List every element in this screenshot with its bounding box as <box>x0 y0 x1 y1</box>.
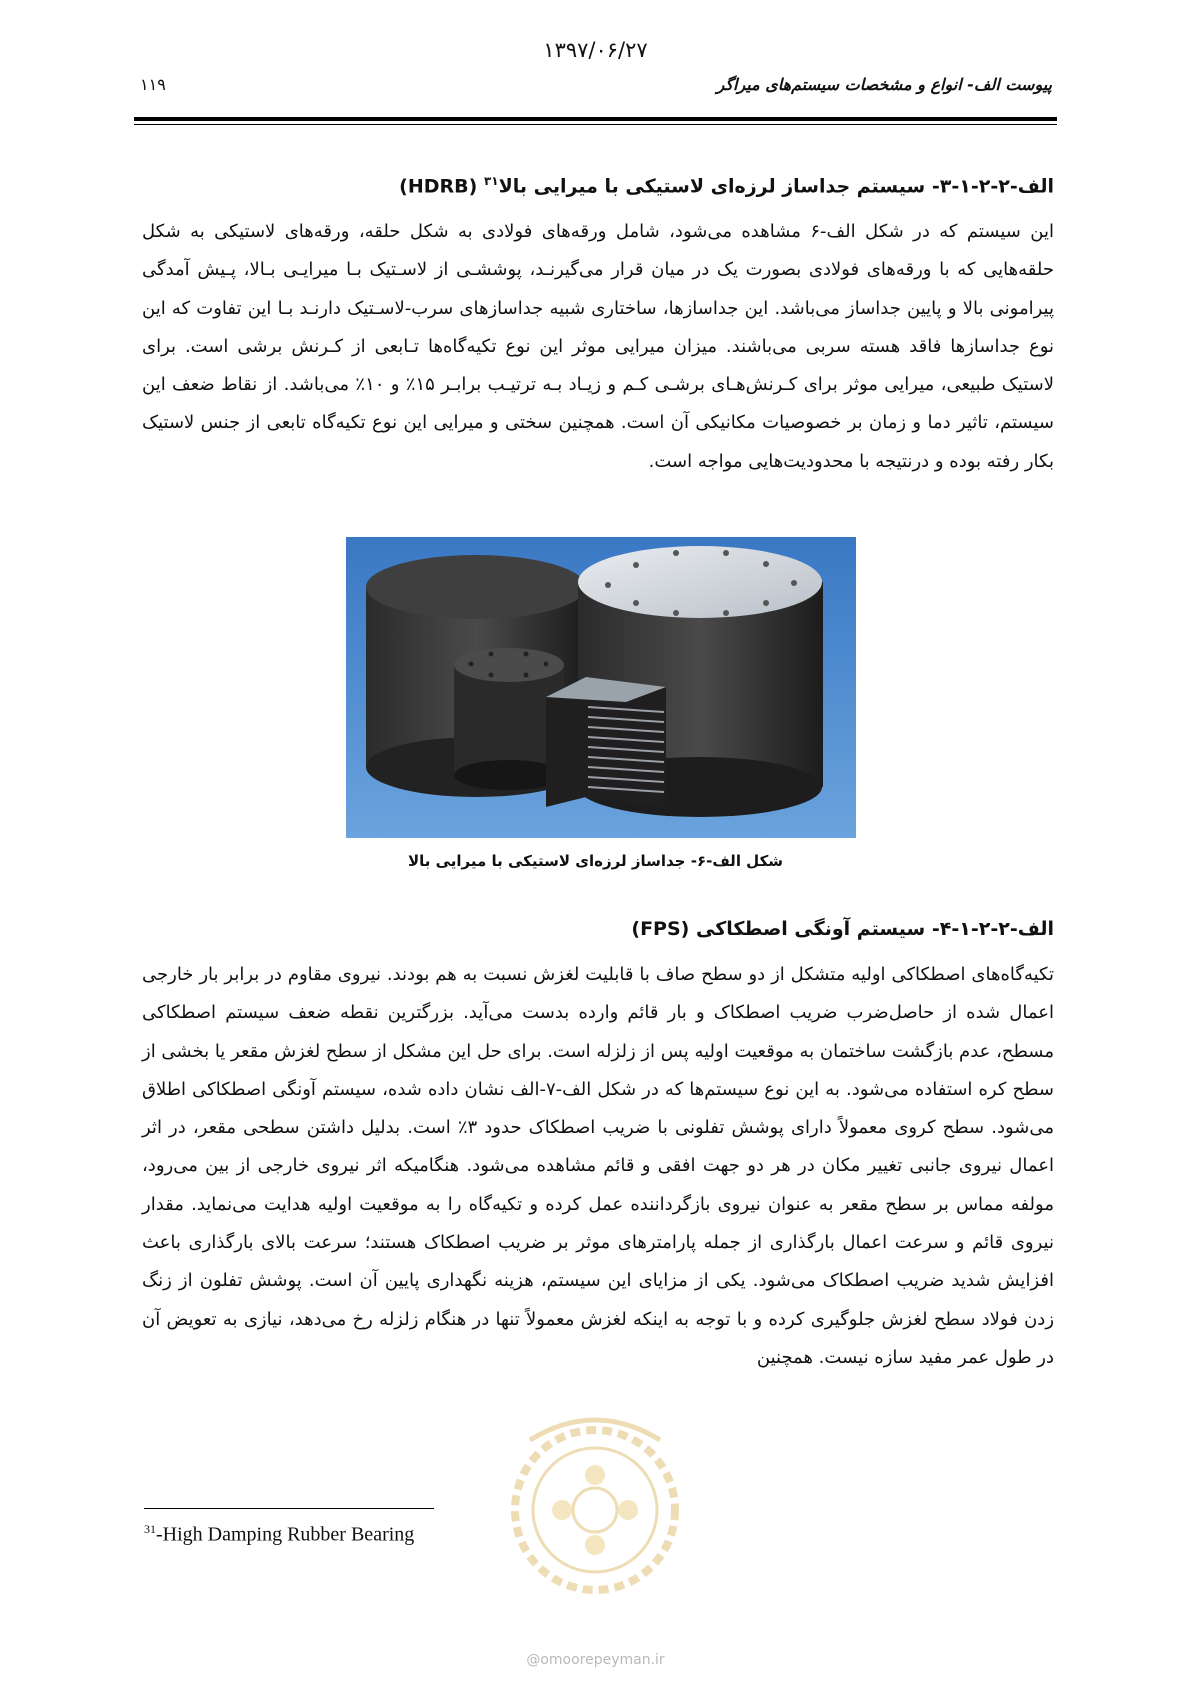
figure-caption: شکل الف-۶- جداساز لرزه‌ای لاستیکی با میرایی بالا <box>407 852 784 870</box>
header-rule-thick <box>134 117 1057 121</box>
paragraph <box>142 956 1054 1377</box>
line: آونگی اصطکاکی اطلاق می‌شود. سطح کروی معمولاً دارای پوشش تفلونی با ضریب اصطکاک حدود ۳٪ است. بدلیل <box>142 1078 1054 1139</box>
line: مقعر یا بخشی از سطح کره استفاده می‌شود. به این نوع سیستم‌ها که در شکل الف-۷-الف نشان داده شده، سیستم <box>142 1040 1054 1100</box>
section2-heading <box>142 914 1054 944</box>
line: اصطکاکی مسطح، عدم بازگشت ساختمان به موقعیت اولیه پس از زلزله است. برای حل این مشکل از سطح لغزش <box>142 1002 1054 1062</box>
rubber-bearing-photo <box>346 537 856 838</box>
header-rule-thin <box>134 124 1057 125</box>
line: برشی است. برای لاستیک طبیعی، میرایی موثر برای کـرنش‌هـای برشـی کـم و زیـاد بـه ترتیـب برابـر ۱۵٪ و ۱۰٪ <box>142 335 1055 396</box>
line: لغزش معمولاً تنها در هنگام زلزله رخ می‌دهد، نیازی به تعویض آن در طول عمر مفید سازه نیست. همچنین <box>142 1308 1054 1368</box>
section2-title: الف-۲-۲-۱-۴- سیستم آونگی اصطکاکی <box>695 918 1054 940</box>
line: این سیستم که در شکل الف-۶ مشاهده می‌شود، شامل ورقه‌های فولادی به شکل حلقه، ورقه‌های لاستیکی به شکل <box>142 221 1054 242</box>
line: تکیه‌گاه‌های اصطکاکی اولیه متشکل از دو سطح صاف با قابلیت لغزش نسبت به هم بودند. نیروی مقاوم در برابر بار <box>199 964 1054 985</box>
section1-body <box>142 213 1054 481</box>
document-date: ۱۳۹۷/۰۶/۲۷ <box>543 38 648 62</box>
line: می‌باشد. از نقاط ضعف این سیستم، تاثیر دما و زمان بر خصوصیات مکانیکی آن است. همچنین سختی و میرایی این <box>142 374 1054 434</box>
line: اثر نیروی خارجی از بین می‌رود، مولفه مماس بر سطح مقعر به عنوان نیروی بازگرداننده عمل کرده و تکیه‌گاه را به <box>142 1155 1054 1215</box>
section1-title: الف-۲-۲-۱-۳- سیستم جداساز لرزه‌ای لاستیکی با میرایی بالا <box>498 175 1054 198</box>
watermark-seal-icon <box>500 1400 690 1610</box>
line: خارجی اعمال شده از حاصل‌ضرب ضریب اصطکاک و بار قائم وارده بدست می‌آید. بزرگترین نقطه ضعف سیستم <box>142 964 1054 1024</box>
section2-body <box>142 956 1054 1377</box>
footnote <box>144 1522 414 1547</box>
running-title: پیوست الف- انواع و مشخصات سیستم‌های میراگر <box>716 75 1052 94</box>
watermark-site: @omoorepeyman.ir <box>526 1652 665 1668</box>
page-number: ۱۱۹ <box>140 75 166 94</box>
section2-abbr: (FPS) <box>631 918 690 940</box>
line: حلقه‌هایی که با ورقه‌های فولادی بصورت یک در میان قرار می‌گیرنـد، پوششـی از لاسـتیک بـا میرایـی بـالا، پـیش <box>197 259 1054 281</box>
footnote-ref: ۳۱ <box>483 174 499 188</box>
line: اصطکاک هستند؛ سرعت بالای بارگذاری باعث افزایش شدید ضریب اصطکاک می‌شود. یکی از مزایای این سیستم، <box>142 1232 1054 1292</box>
line: نوع تکیه‌گاه تابعی از جنس لاستیک بکار رفته بوده و درنتیجه با محدودیت‌هایی مواجه است. <box>142 412 1054 472</box>
section1-heading <box>142 166 1054 201</box>
line: داشتن سطحی مقعر، در اثر اعمال نیروی جانبی تغییر مکان در هر دو جهت افقی و قائم مشاهده می‌شود. هنگامیکه <box>142 1117 1054 1177</box>
line: آمدگی پیرامونی بالا و پایین جداساز می‌باشد. این جداسازها، ساختاری شبیه جداسازهای سرب-لاسـتیک دارنـد بـا <box>142 259 1054 319</box>
footnote-text: -High Damping Rubber Bearing <box>156 1523 415 1546</box>
line: این تفاوت که این نوع جداسازها فاقد هسته سربی می‌باشند. میزان میرایی موثر این نوع تکیه‌گاه‌ها تـابعی از کـرنش <box>142 297 1055 357</box>
footnote-rule <box>144 1508 434 1509</box>
paragraph <box>142 213 1054 481</box>
line: موقعیت اولیه هدایت می‌نماید. مقدار نیروی قائم و سرعت اعمال بارگذاری از جمله پارامترهای موثر بر ضریب <box>142 1193 1054 1254</box>
footnote-number: 31 <box>144 1522 156 1536</box>
section1-abbr: (HDRB) <box>399 175 478 198</box>
line: هزینه نگهداری پایین آن است. پوشش تفلون از زنگ زدن فولاد سطح لغزش جلوگیری کرده و با توجه به اینکه <box>142 1270 1055 1330</box>
